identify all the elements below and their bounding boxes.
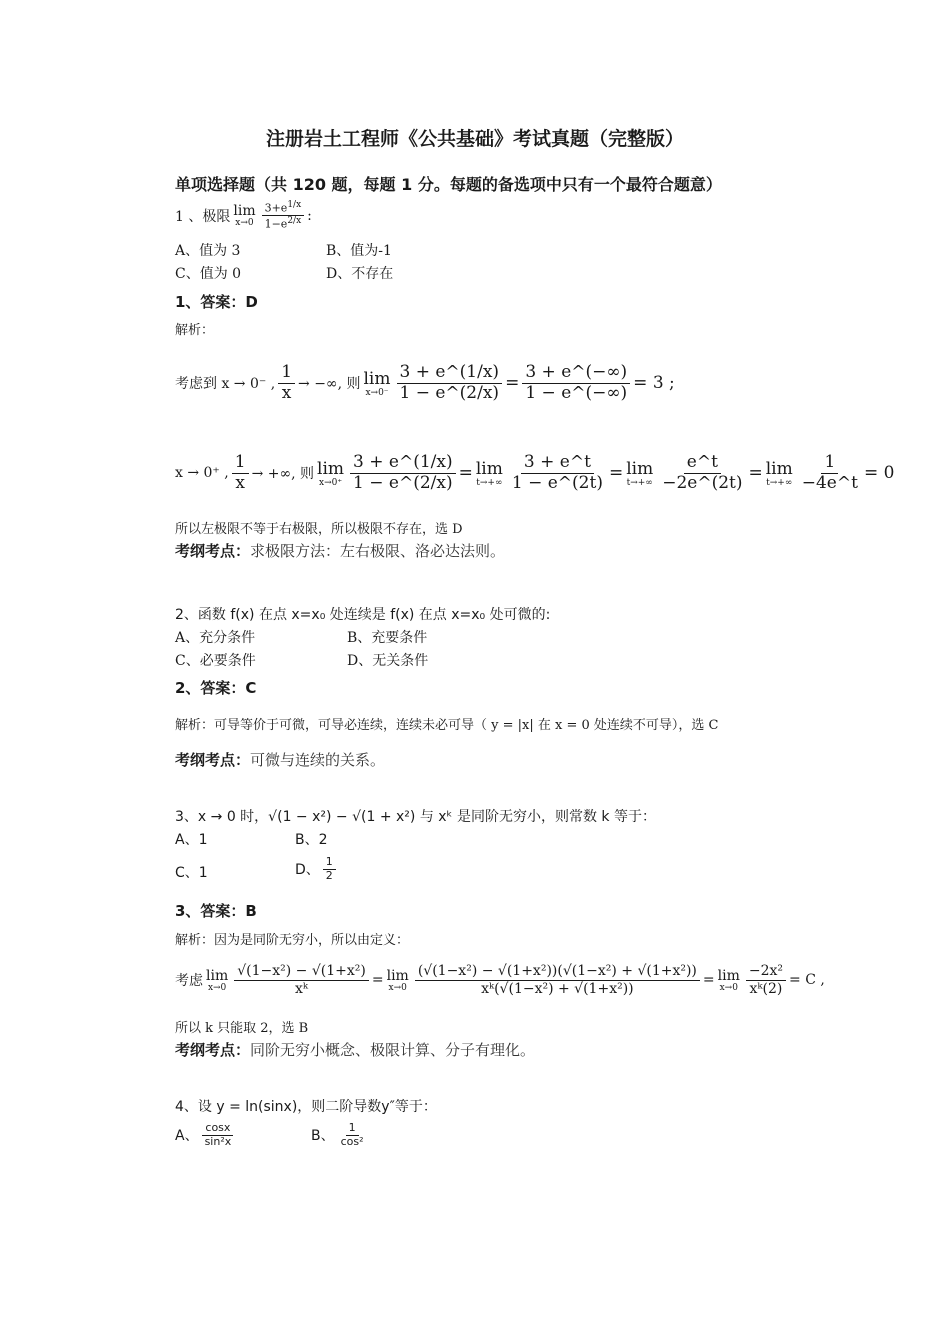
q2-analysis: 解析：可导等价于可微，可导必连续，连续未必可导（ y = |x| 在 x = 0 处连续不可导），选 C (175, 718, 719, 733)
q2-stem: 2、函数 f(x) 在点 x=x₀ 处连续是 f(x) 在点 x=x₀ 处可微的: (175, 607, 551, 623)
q1-f2-lim2: lim t→+∞ (475, 458, 503, 488)
q2-syllabus (175, 749, 385, 770)
q2-answer: 2、答案：C (175, 679, 257, 697)
q1-f2-lim-sub1: x→0⁺ (319, 477, 343, 488)
q2-syllabus-label: 考纲考点： (175, 751, 251, 769)
q4-option-a-num: cosx (202, 1122, 233, 1136)
q1-f2-d3: −2e^(2t) (662, 472, 743, 493)
q1-f2-n2: 3 + e^t (521, 453, 594, 474)
q4-option-b-num: 1 (346, 1122, 359, 1136)
q1-formula-left: 考虑到 x → 0⁻ , $\frac{1}{x}$ → −∞, 则 lim x→0⁻ $\frac{3 + e\^{}(1/x)}{1 - e\^{}(2/x)}$ = $\frac{3 + e\^{}(-\infty)}{1 - e\^{}(-\infty)}$ = 3 ; (175, 361, 675, 403)
q1-stem-suffix: : (307, 207, 312, 224)
q3-option-d (295, 856, 339, 882)
q3-f-frac1 (234, 963, 369, 996)
q1-f1-mid: → −∞, 则 (298, 376, 361, 392)
q1-f2-mid: → +∞, 则 (251, 466, 315, 482)
q3-f-prefix: 考虑 (175, 973, 203, 989)
section-heading: 单项选择题（共 120 题，每题 1 分。每题的备选项中只有一个最符合题意） (175, 175, 722, 194)
q4-option-a (175, 1122, 237, 1148)
q3-answer: 3、答案：B (175, 902, 257, 920)
q1-f2-d4: −4e^t (801, 472, 858, 493)
q1-f1-frac1 (397, 363, 503, 403)
q1-syllabus-label: 考纲考点： (175, 542, 251, 560)
q2-option-c: C、必要条件 (175, 653, 256, 669)
q1-analysis-label: 解析： (175, 323, 215, 338)
q3-syllabus-text: 同阶无穷小概念、极限计算、分子有理化。 (250, 1041, 536, 1059)
q1-conclusion: 所以左极限不等于右极限，所以极限不存在，选 D (175, 522, 463, 537)
q1-den-exp: 2/x (287, 216, 302, 227)
q3-f-n3: −2x² (746, 963, 786, 980)
q3-f-end: = C , (789, 972, 825, 988)
q2-option-a: A、充分条件 (175, 630, 256, 646)
q1-f1-n1: 3 + e^(1/x) (397, 363, 503, 384)
q1-f2-prefix: x → 0⁺ , (175, 465, 229, 481)
q1-f1-frac (278, 363, 295, 403)
q1-option-d: D、不存在 (326, 266, 394, 282)
q1-f1-frac-num: 1 (278, 363, 295, 384)
q3-f-lim2: lim x→0 (386, 967, 409, 993)
q1-f2-d1: 1 − e^(2/x) (353, 472, 453, 493)
q3-syllabus-label: 考纲考点： (175, 1041, 251, 1059)
q1-f2-n3: e^t (684, 453, 721, 474)
q3-f-lim3: lim x→0 (717, 967, 740, 993)
q1-f2-lim3: lim t→+∞ (626, 458, 654, 488)
q3-option-d-num: 1 (323, 856, 336, 870)
q3-syllabus (175, 1039, 535, 1060)
q1-f1-prefix: 考虑到 x → 0⁻ , (175, 376, 276, 392)
q1-den: 1−e (264, 217, 288, 231)
q1-f2-end: = 0 (863, 463, 895, 483)
q1-f2-d2: 1 − e^(2t) (511, 472, 603, 493)
q1-answer: 1、答案：D (175, 293, 258, 311)
q4-option-b-den: cos² (340, 1134, 364, 1148)
q1-syllabus-text: 求极限方法：左右极限、洛必达法则。 (250, 542, 506, 560)
q1-f1-lim: lim x→0⁻ (363, 368, 391, 398)
q1-f2-frac1 (350, 453, 456, 493)
q3-conclusion: 所以 k 只能取 2，选 B (175, 1021, 309, 1036)
q3-f-frac3 (746, 963, 786, 996)
q3-option-d-prefix: D、 (295, 862, 320, 879)
q2-option-d: D、无关条件 (347, 653, 429, 669)
q3-formula: 考虑 lim x→0 $\frac{\text{√(1−x²) − √(1+x²)}}{\text{xᵏ}}$ = lim x→0 $\frac{\text{(√(1−x²) − √(1+x²))(√(1−x²) + √(1+x²))}}{\text{xᵏ(√(1−x²) + √(1+x²))}}$ = lim x→0 $\frac{\text{−2x²}}{\text{xᵏ(2)}}$ = C , (175, 963, 825, 997)
q4-option-a-den: sin²x (204, 1134, 232, 1148)
q1-num: 3+e (264, 201, 288, 215)
q4-option-a-frac (202, 1122, 235, 1148)
q3-f-d3: xᵏ(2) (749, 980, 783, 997)
q1-f1-d2: 1 − e^(−∞) (525, 382, 628, 403)
q4-option-b-frac (338, 1122, 367, 1148)
q1-lim (233, 203, 255, 228)
q3-option-d-frac (323, 856, 336, 882)
q1-f2-frac3 (659, 453, 745, 493)
q1-f1-frac2 (522, 363, 630, 403)
q2-syllabus-text: 可微与连续的关系。 (250, 751, 386, 769)
q1-stem (175, 200, 312, 232)
q1-f2-frac: $\frac{1}{x}$ (232, 453, 249, 493)
q1-option-a: A、值为 3 (175, 243, 241, 259)
q1-f1-lim-sub: x→0⁻ (365, 387, 389, 398)
q2-option-b: B、充要条件 (347, 630, 428, 646)
q1-f2-lim-sub2: t→+∞ (476, 477, 503, 488)
q1-f2-lim4: lim t→+∞ (765, 458, 793, 488)
q3-stem: 3、x → 0 时，√(1 − x²) − √(1 + x²) 与 xᵏ 是同阶无穷小，则常数 k 等于： (175, 809, 656, 825)
q1-f2-frac2 (509, 453, 606, 493)
q1-syllabus (175, 540, 505, 561)
q3-f-d2: xᵏ(√(1−x²) + √(1+x²)) (481, 980, 634, 997)
q4-stem: 4、设 y = ln(sinx)，则二阶导数y″等于： (175, 1099, 437, 1115)
q3-f-frac2 (415, 963, 700, 996)
q4-option-a-prefix: A、 (175, 1128, 199, 1145)
q3-f-lim1: lim x→0 (206, 967, 229, 993)
q4-option-b (311, 1122, 370, 1148)
q1-f2-lim1: lim x→0⁺ (317, 458, 345, 488)
q1-num-exp: 1/x (287, 200, 302, 210)
q1-f2-n4: 1 (821, 453, 838, 474)
q1-lim-word: lim (233, 203, 256, 220)
q1-f2-frac4 (799, 453, 861, 493)
q1-f1-frac-den: x (281, 382, 292, 403)
q1-stem-prefix: 1 、极限 (175, 208, 231, 225)
q1-option-b: B、值为-1 (326, 243, 392, 259)
q1-f1-n2: 3 + e^(−∞) (522, 363, 630, 384)
q4-option-b-prefix: B、 (311, 1128, 335, 1145)
q1-f1-d1: 1 − e^(2/x) (399, 382, 500, 403)
q3-f-n1: √(1−x²) − √(1+x²) (234, 963, 369, 980)
q1-formula-right: x → 0⁺ , $\frac{1}{x}$ → +∞, 则 lim x→0⁺ $\frac{3 + e\^{}(1/x)}{1 - e\^{}(2/x)}$ = lim t→+∞ $\frac{3 + e\^{}t}{1 - e\^{}(2t)}$ = lim t→+∞ $\frac{e\^{}t}{-2e\^{}(2t)}$ = lim t→+∞ $\frac{1}{-4e\^{}t}$ = 0 (175, 451, 895, 493)
q3-option-b: B、2 (295, 832, 328, 848)
q1-option-c: C、值为 0 (175, 266, 242, 282)
q3-analysis-label: 解析：因为是同阶无穷小，所以由定义： (175, 933, 410, 948)
q3-option-a: A、1 (175, 832, 208, 848)
q3-f-d1: xᵏ (295, 980, 309, 997)
page-title: 注册岩土工程师《公共基础》考试真题（完整版） (265, 128, 684, 150)
q3-option-c: C、1 (175, 865, 208, 881)
q1-lim-sub: x→0 (235, 218, 254, 229)
q3-option-d-den: 2 (325, 868, 333, 882)
q1-f1-end: = 3 ; (633, 373, 675, 393)
q1-fraction (262, 200, 305, 232)
q3-f-n2: (√(1−x²) − √(1+x²))(√(1−x²) + √(1+x²)) (415, 963, 700, 980)
q1-f2-n1: 3 + e^(1/x) (350, 453, 456, 474)
q3-f-lim-sub: x→0 (207, 982, 227, 993)
